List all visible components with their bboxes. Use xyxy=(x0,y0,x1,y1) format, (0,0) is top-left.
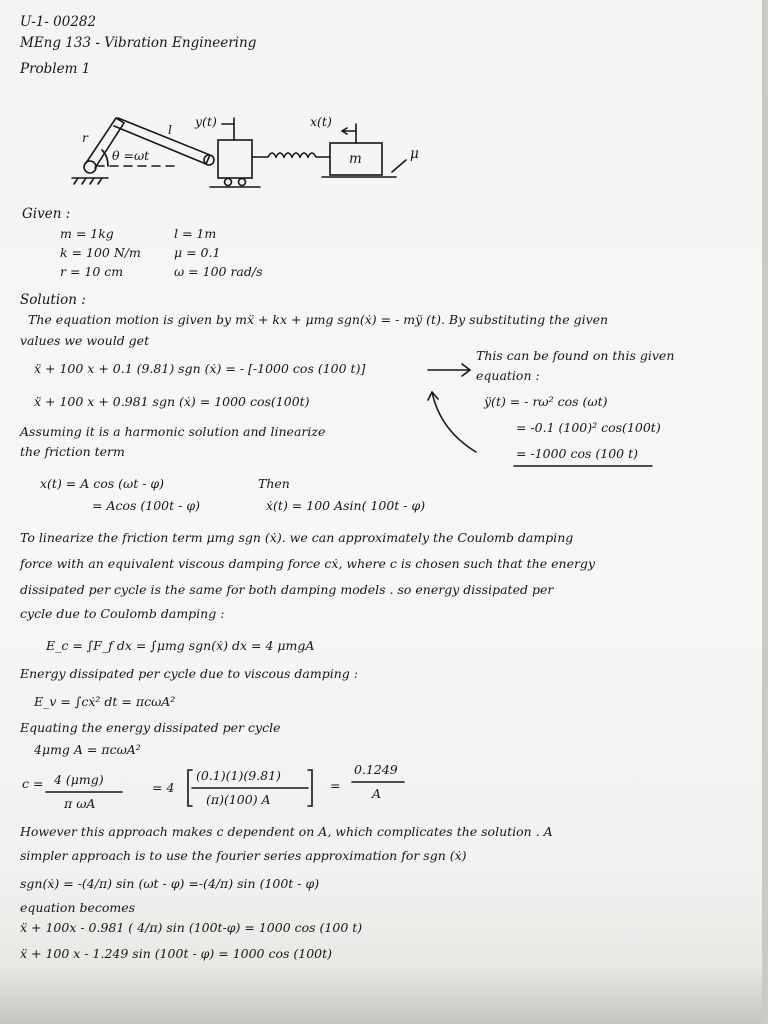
paragraph-line-5: Energy dissipated per cycle due to viscous damping : xyxy=(20,666,358,681)
solution-line-1: The equation motion is given by mẍ + kx + μmg sgn(ẋ) = - mÿ (t). By substituting the given xyxy=(28,312,609,327)
label-m: m xyxy=(349,151,362,167)
solution-title: Solution : xyxy=(20,292,86,308)
equating-eq: 4μmg A = πcωA² xyxy=(34,742,141,757)
then-label: Then xyxy=(258,476,290,491)
c-numerator-2: (0.1)(1)(9.81) xyxy=(196,768,281,783)
equation-2: ẍ + 100 x + 0.981 sgn (ẋ) = 1000 cos(100t) xyxy=(34,394,310,409)
given-l: l = 1m xyxy=(174,226,217,241)
paragraph-line-1: To linearize the friction term μmg sgn (ẋ). we can approximately the Coulomb damping xyxy=(20,530,574,545)
label-r: r xyxy=(82,130,88,145)
coulomb-energy-eq: E_c = ∫F_f dx = ∫μmg sgn(ẋ) dx = 4 μmgA xyxy=(46,638,315,653)
c-denominator-2: (π)(100) A xyxy=(206,792,271,807)
c-mid: = 4 xyxy=(152,780,175,795)
c-result-num: 0.1249 xyxy=(354,762,398,777)
fourier-sgn-eq: sgn(ẋ) = -(4/π) sin (ωt - φ) =-(4/π) sin (100t - φ) xyxy=(20,876,320,891)
note-line-2: equation : xyxy=(476,368,540,383)
course-title: MEng 133 - Vibration Engineering xyxy=(20,35,257,51)
solution-line-3: Assuming it is a harmonic solution and linearize xyxy=(20,424,326,439)
label-y: y(t) xyxy=(195,114,217,129)
problem-number: Problem 1 xyxy=(20,61,91,77)
student-id: U-1- 00282 xyxy=(20,14,97,30)
paragraph-line-7: However this approach makes c dependent on A, which complicates the solution . A xyxy=(20,824,553,839)
displacement-eq: x(t) = A cos (ωt - φ) xyxy=(40,476,165,491)
viscous-energy-eq: E_v = ∫cẋ² dt = πcωA² xyxy=(34,694,176,709)
given-title: Given : xyxy=(22,206,71,222)
note-line-5: = -1000 cos (100 t) xyxy=(516,446,638,461)
label-l: l xyxy=(168,122,172,137)
note-line-1: This can be found on this given xyxy=(476,348,675,363)
paragraph-line-9: equation becomes xyxy=(20,900,136,915)
c-result-den: A xyxy=(372,786,382,801)
c-equals: = xyxy=(330,778,341,793)
label-theta: θ =ωt xyxy=(112,148,150,163)
c-denominator: π ωA xyxy=(64,796,96,811)
equation-1: ẍ + 100 x + 0.1 (9.81) sgn (ẋ) = - [-1000 cos (100 t)] xyxy=(34,361,366,376)
page-edge xyxy=(762,0,768,1024)
given-r: r = 10 cm xyxy=(60,264,124,279)
c-lhs: c = xyxy=(22,776,44,791)
note-line-4: = -0.1 (100)² cos(100t) xyxy=(516,420,661,435)
c-numerator: 4 (μmg) xyxy=(54,772,104,787)
paragraph-line-4: cycle due to Coulomb damping : xyxy=(20,606,225,621)
note-line-3: ÿ(t) = - rω² cos (ωt) xyxy=(484,394,608,409)
solution-line-4: the friction term xyxy=(20,444,125,459)
final-eq-1: ẍ + 100x - 0.981 ( 4/π) sin (100t-φ) = 1000 cos (100 t) xyxy=(20,920,363,935)
bottom-shadow xyxy=(0,965,768,1024)
paragraph-line-6: Equating the energy dissipated per cycle xyxy=(20,720,281,735)
given-k: k = 100 N/m xyxy=(60,245,141,260)
given-m: m = 1kg xyxy=(60,226,114,241)
solution-line-2: values we would get xyxy=(20,333,150,348)
label-mu: μ xyxy=(410,146,419,162)
given-omega: ω = 100 rad/s xyxy=(174,264,263,279)
final-eq-2: ẍ + 100 x - 1.249 sin (100t - φ) = 1000 cos (100t) xyxy=(20,946,333,961)
paragraph-line-3: dissipated per cycle is the same for both damping models . so energy dissipated per xyxy=(20,582,554,597)
velocity-eq: ẋ(t) = 100 Asin( 100t - φ) xyxy=(266,498,426,513)
given-mu: μ = 0.1 xyxy=(174,245,221,260)
label-x: x(t) xyxy=(310,114,332,129)
paragraph-line-8: simpler approach is to use the fourier series approximation for sgn (ẋ) xyxy=(20,848,467,863)
paragraph-line-2: force with an equivalent viscous damping force cẋ, where c is chosen such that the energy xyxy=(20,556,595,571)
displacement-eq-2: = Acos (100t - φ) xyxy=(92,498,200,513)
